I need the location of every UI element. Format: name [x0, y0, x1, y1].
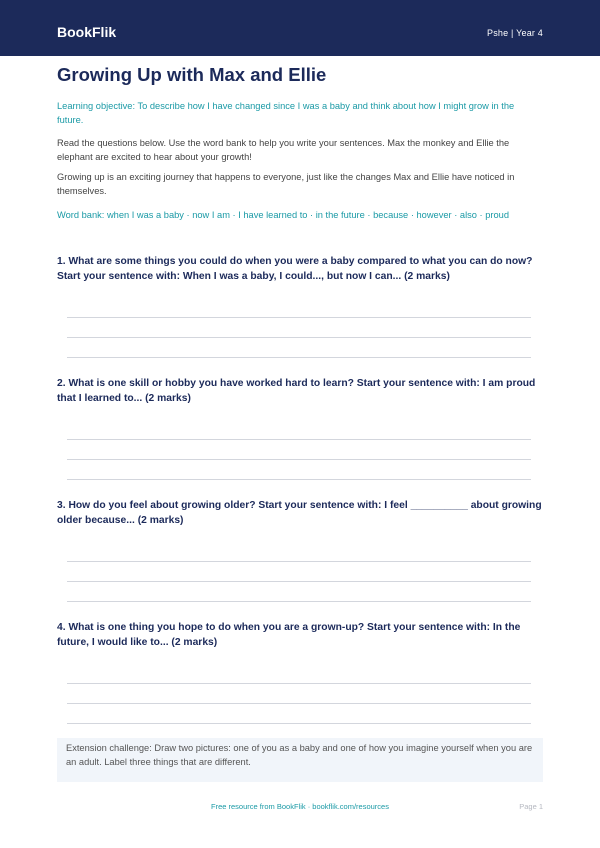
answer-line[interactable] — [67, 683, 531, 684]
answer-line[interactable] — [67, 561, 531, 562]
answer-line[interactable] — [67, 317, 531, 318]
learning-objective: Learning objective: To describe how I have changed since I was a baby and think about how I might grow in the future. — [57, 101, 515, 125]
answer-line[interactable] — [67, 723, 531, 724]
answer-line[interactable] — [67, 337, 531, 338]
answer-line[interactable] — [67, 601, 531, 602]
answer-line[interactable] — [67, 703, 531, 704]
answer-line[interactable] — [67, 459, 531, 460]
answer-line[interactable] — [67, 357, 531, 358]
footer-credit[interactable]: Free resource from BookFlik · bookflik.com/resources — [211, 802, 389, 811]
question-2: 2. What is one skill or hobby you have worked hard to learn? Start your sentence with: I am proud that I learned to... (2 marks) — [57, 378, 536, 404]
question-1: 1. What are some things you could do when you were a baby compared to what you can do now? Start your sentence with: When I was a baby, I could..., but now I can... (2 marks) — [57, 256, 533, 282]
brand-logo[interactable]: BookFlik — [57, 24, 117, 40]
page-title: Growing Up with Max and Ellie — [57, 64, 327, 85]
answer-line[interactable] — [67, 581, 531, 582]
page-header — [0, 0, 600, 56]
word-bank: Word bank: when I was a baby · now I am · I have learned to · in the future · because · however · also · proud — [57, 210, 509, 220]
answer-line[interactable] — [67, 479, 531, 480]
extension-challenge-text: Extension challenge: Draw two pictures: one of you as a baby and one of how you imagine yourself when you are an adult. Label three things that are different. — [66, 743, 533, 767]
answer-line[interactable] — [67, 439, 531, 440]
question-3: 3. How do you feel about growing older? Start your sentence with: I feel __________ about growing older because... (2 marks) — [57, 500, 542, 526]
subject-year-label: Pshe | Year 4 — [487, 28, 543, 38]
intro-paragraph-2: Growing up is an exciting journey that happens to everyone, just like the changes Max and Ellie have noticed in themselves. — [57, 172, 515, 196]
page-number: Page 1 — [519, 802, 543, 811]
question-4: 4. What is one thing you hope to do when you are a grown-up? Start your sentence with: In the future, I would like to... (2 marks) — [57, 622, 521, 648]
intro-paragraph: Read the questions below. Use the word bank to help you write your sentences. Max the monkey and Ellie the elephant are excited to hear about your growth! — [57, 138, 510, 162]
extension-challenge-box — [57, 738, 543, 782]
